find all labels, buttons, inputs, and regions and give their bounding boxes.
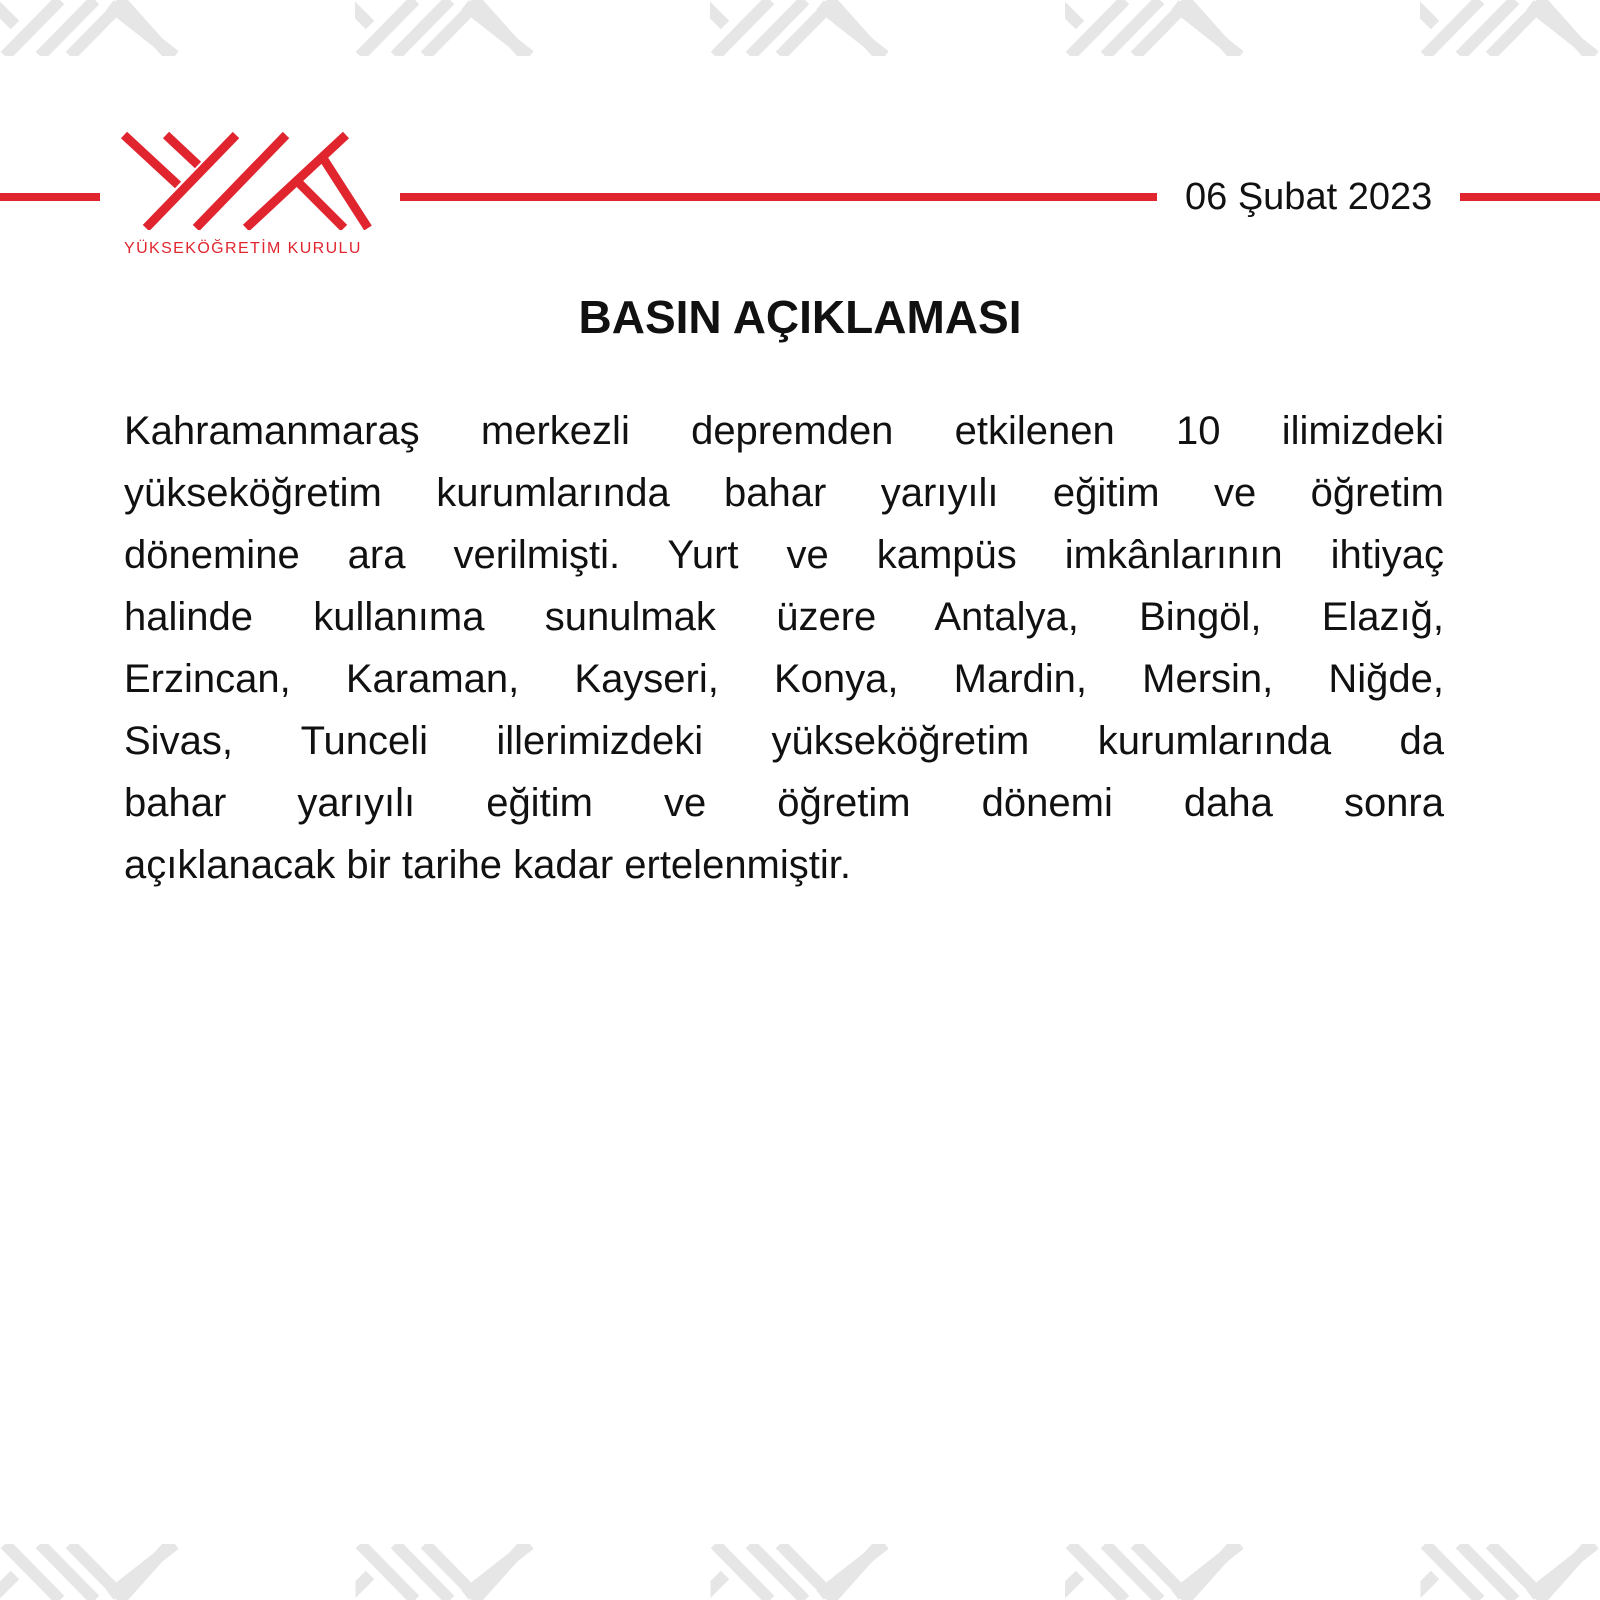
body-line: Erzincan, Karaman, Kayseri, Konya, Mardin, Mersin, Niğde,	[124, 657, 1444, 701]
header-rule-right	[1460, 193, 1600, 201]
logo-text: YÜKSEKÖĞRETİM KURULU	[124, 240, 362, 257]
header-rule-left	[0, 193, 100, 201]
header-rule-middle	[400, 193, 1157, 201]
page-title: BASIN AÇIKLAMASI	[578, 291, 1022, 343]
decorative-pattern-bottom	[0, 1544, 1600, 1600]
body-line: bahar yarıyılı eğitim ve öğretim dönemi daha sonra	[124, 781, 1444, 825]
yok-logo	[118, 130, 378, 230]
body-line: yükseköğretim kurumlarında bahar yarıyılı eğitim ve öğretim	[124, 471, 1444, 515]
press-release-body	[124, 400, 1444, 896]
body-line: halinde kullanıma sunulmak üzere Antalya, Bingöl, Elazığ,	[124, 595, 1444, 639]
body-line: açıklanacak bir tarihe kadar ertelenmiştir.	[124, 843, 851, 887]
decorative-pattern-top	[0, 0, 1600, 56]
body-line: Kahramanmaraş merkezli depremden etkilenen 10 ilimizdeki	[124, 409, 1444, 453]
body-line: dönemine ara verilmişti. Yurt ve kampüs imkânlarının ihtiyaç	[124, 533, 1444, 577]
press-date: 06 Şubat 2023	[1185, 176, 1433, 218]
body-line: Sivas, Tunceli illerimizdeki yükseköğretim kurumlarında da	[124, 719, 1444, 763]
